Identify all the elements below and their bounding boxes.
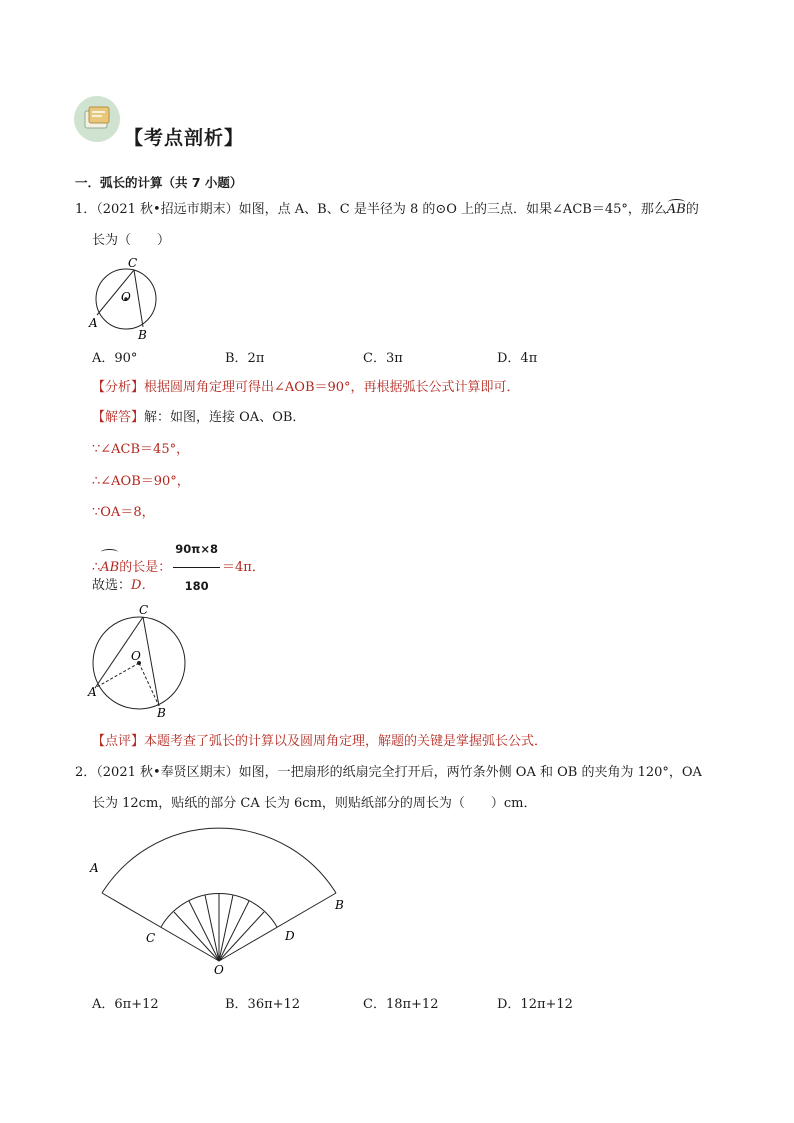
- label-o: O: [121, 290, 131, 304]
- arc-ab: AB: [666, 202, 686, 217]
- question-1-line-1: 1．（2021 秋•招远市期末）如图，点 A、B、C 是半径为 8 的⊙O 上的三点．如果∠ACB＝45°，那么AB的: [75, 202, 699, 217]
- step-3: ∵OA＝8，: [92, 505, 155, 520]
- label-b: B: [335, 898, 344, 912]
- arc-ab: AB: [100, 551, 119, 585]
- option-b: B．2π: [225, 351, 265, 366]
- choice-line: 故选：D．: [92, 578, 155, 593]
- label-b: B: [138, 328, 147, 341]
- option-d: D．4π: [497, 351, 538, 366]
- option-b: B．36π+12: [225, 997, 301, 1012]
- label-c: C: [146, 931, 156, 945]
- option-c: C．3π: [363, 351, 403, 366]
- notebook-icon: [74, 96, 120, 142]
- label-a: A: [90, 861, 99, 875]
- label-o: O: [131, 649, 141, 663]
- option-a: A．6π+12: [92, 997, 159, 1012]
- label-c: C: [139, 603, 149, 617]
- fan-figure: [85, 808, 355, 978]
- label-a: A: [89, 316, 98, 330]
- solution-figure: [86, 600, 196, 722]
- label-c: C: [128, 256, 138, 270]
- answer-tag: 【解答】: [92, 410, 145, 425]
- question-number: 2．: [75, 765, 97, 780]
- step-2: ∴∠AOB＝90°，: [92, 474, 190, 489]
- label-b: B: [157, 706, 166, 720]
- step-4: ∴AB的长是： $\frac{90\pi\times 8}{180}$ ＝4π．: [92, 532, 265, 603]
- question-1-figure: [88, 255, 168, 341]
- question-2-line-1: 2．（2021 秋•奉贤区期末）如图，一把扇形的纸扇完全打开后，两竹条外侧 OA 和 OB 的夹角为 120°，OA: [75, 765, 702, 780]
- comment-tag: 【点评】: [92, 734, 145, 749]
- option-a: A．90°: [92, 351, 138, 366]
- page-title: 【考点剖析】: [124, 127, 245, 149]
- step-1: ∵∠ACB＝45°，: [92, 442, 190, 457]
- label-a: A: [88, 685, 97, 699]
- option-d: D．12π+12: [497, 997, 573, 1012]
- fraction: $\frac{90\pi\times 8}{180}$: [173, 532, 220, 603]
- question-1-line-2: 长为（ ）: [92, 233, 171, 248]
- analysis-line: 【分析】根据圆周角定理可得出∠AOB＝90°，再根据弧长公式计算即可．: [92, 380, 520, 395]
- option-c: C．18π+12: [363, 997, 439, 1012]
- comment-line: 【点评】本题考查了弧长的计算以及圆周角定理，解题的关键是掌握弧长公式．: [92, 734, 548, 749]
- section-heading: 一．弧长的计算（共 7 小题）: [75, 175, 243, 190]
- label-o: O: [214, 963, 224, 977]
- question-2-line-2: 长为 12cm，贴纸的部分 CA 长为 6cm，则贴纸部分的周长为（ ）cm．: [92, 796, 537, 811]
- label-d: D: [285, 929, 295, 943]
- question-number: 1．: [75, 202, 97, 217]
- analysis-tag: 【分析】: [92, 380, 145, 395]
- answer-line: 【解答】解：如图，连接 OA、OB．: [92, 410, 306, 425]
